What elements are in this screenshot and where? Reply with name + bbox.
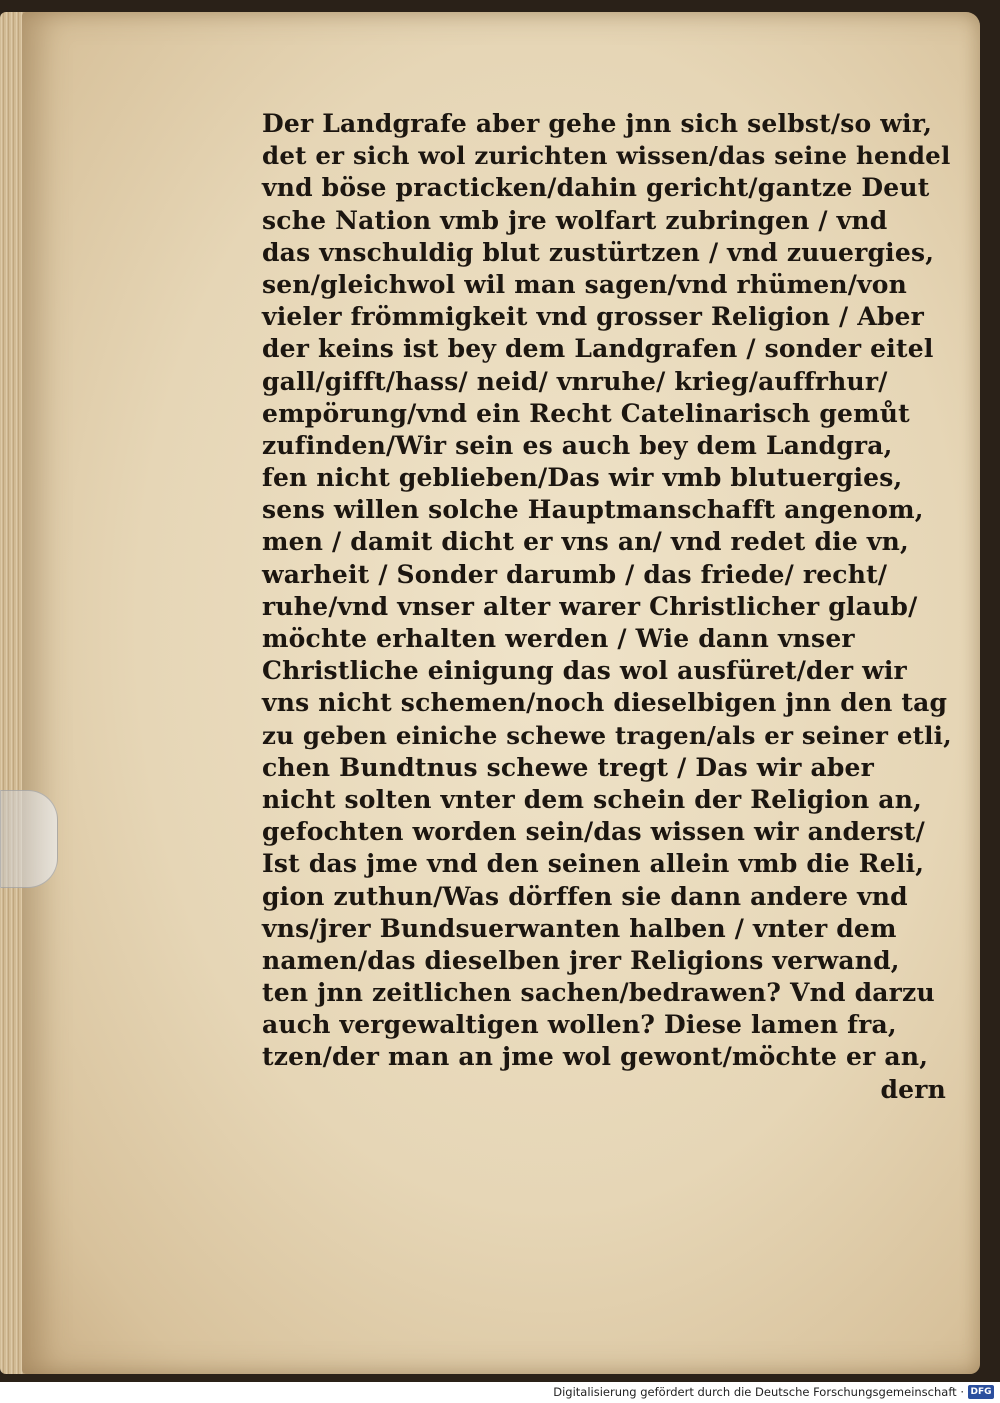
- text-line: namen/das dieselben jrer Religions verwand,: [262, 945, 900, 975]
- text-line: vns nicht schemen/noch dieselbigen jnn den tag: [262, 688, 948, 718]
- text-line: ten jnn zeitlichen sachen/bedrawen? Vnd darzu: [262, 978, 935, 1008]
- text-line: möchte erhalten werden / Wie dann vnser: [262, 624, 855, 653]
- page-text-block: [262, 108, 952, 1106]
- text-line: dern: [880, 1074, 946, 1104]
- page-clip: [0, 790, 58, 888]
- text-line: Ist das jme vnd den seinen allein vmb die Reli,: [262, 849, 925, 879]
- text-line: chen Bundtnus schewe tregt / Das wir aber: [262, 752, 875, 782]
- dfg-logo: DFG: [968, 1385, 994, 1399]
- text-line: sens willen solche Hauptmanschafft angenom,: [262, 495, 924, 525]
- text-line: warheit / Sonder darumb / das friede/ recht/: [262, 559, 888, 589]
- text-line: gefochten worden sein/das wissen wir anderst/: [262, 817, 925, 847]
- text-line: sen/gleichwol wil man sagen/vnd rhümen/von: [262, 269, 908, 299]
- text-line: vns/jrer Bundsuerwanten halben / vnter dem: [262, 913, 897, 943]
- text-line: gion zuthun/Was dörffen sie dann andere vnd: [262, 881, 908, 911]
- text-line: das vnschuldig blut zustürtzen / vnd zuuergies,: [262, 237, 935, 267]
- text-line: zu geben einiche schewe tragen/als er seiner etli,: [262, 720, 952, 750]
- text-line: tzen/der man an jme wol gewont/möchte er an,: [262, 1042, 929, 1072]
- footer-bar: [0, 1382, 1000, 1403]
- text-line: vnd böse practicken/dahin gericht/gantze Deut: [262, 173, 930, 203]
- text-line: ruhe/vnd vnser alter warer Christlicher glaub/: [262, 591, 918, 621]
- text-line: det er sich wol zurichten wissen/das seine hendel: [262, 141, 951, 171]
- text-line: gall/gifft/hass/ neid/ vnruhe/ krieg/auffrhur/: [262, 366, 888, 396]
- text-line: empörung/vnd ein Recht Catelinarisch gemůt: [262, 398, 910, 428]
- text-line: vieler frömmigkeit vnd grosser Religion / Aber: [262, 302, 925, 332]
- text-line: zufinden/Wir sein es auch bey dem Landgra,: [262, 430, 893, 460]
- funding-credit: Digitalisierung gefördert durch die Deutsche Forschungsgemeinschaft ·: [553, 1385, 964, 1399]
- text-line: auch vergewaltigen wollen? Diese lamen fra,: [262, 1010, 897, 1040]
- text-line: nicht solten vnter dem schein der Religion an,: [262, 784, 922, 814]
- text-line: men / damit dicht er vns an/ vnd redet die vn,: [262, 527, 909, 557]
- text-line: fen nicht geblieben/Das wir vmb blutuergies,: [262, 463, 903, 493]
- text-line: Der Landgrafe aber gehe jnn sich selbst/so wir,: [262, 109, 933, 138]
- text-line: sche Nation vmb jre wolfart zubringen / vnd: [262, 205, 888, 235]
- text-line: der keins ist bey dem Landgrafen / sonder eitel: [262, 334, 934, 364]
- text-line: Christliche einigung das wol ausfüret/der wir: [262, 656, 907, 686]
